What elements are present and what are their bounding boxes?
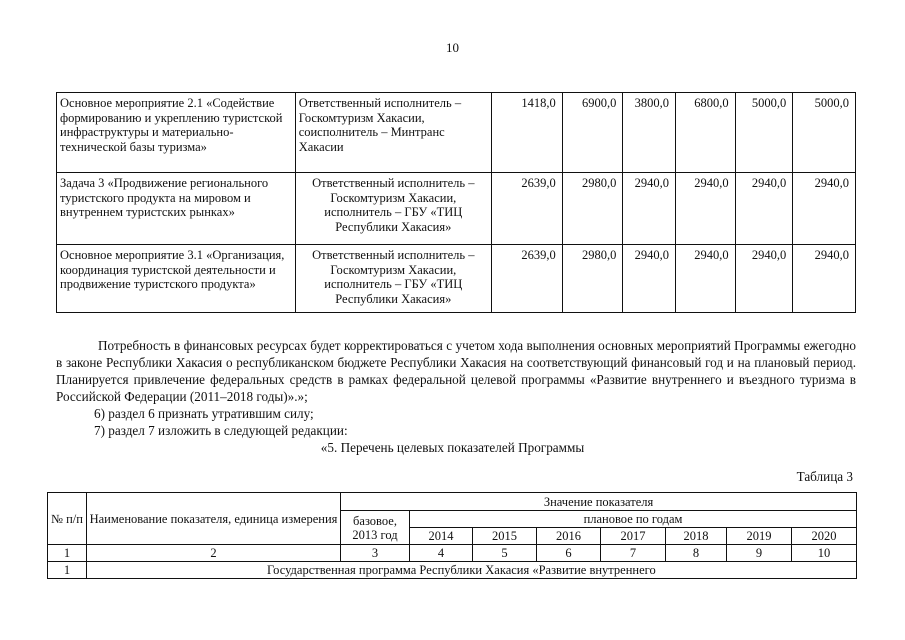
year-cell: 2018 (666, 528, 727, 545)
value-cell: 6900,0 (562, 93, 623, 173)
year-cell: 2019 (727, 528, 792, 545)
activity-name: Основное мероприятие 2.1 «Содействие формированию и укреплению туристской инфраструктуры и материально-технической базы туризма» (57, 93, 296, 173)
index-cell: 7 (601, 545, 666, 562)
item-6: 6) раздел 6 признать утратившим силу; (94, 406, 314, 421)
col-planned-header: плановое по годам (410, 511, 857, 528)
value-cell: 2980,0 (562, 245, 623, 313)
value-cell: 2639,0 (491, 173, 562, 245)
value-cell: 5000,0 (793, 93, 856, 173)
index-cell: 9 (727, 545, 792, 562)
year-cell: 2020 (792, 528, 857, 545)
index-cell: 4 (410, 545, 473, 562)
activities-table (56, 92, 856, 313)
index-cell: 8 (666, 545, 727, 562)
activity-executor: Ответственный исполнитель – Госкомтуризм Хакасии, соисполнитель – Минтранс Хакасии (295, 93, 491, 173)
index-cell: 10 (792, 545, 857, 562)
activity-executor: Ответственный исполнитель – Госкомтуризм Хакасии, исполнитель – ГБУ «ТИЦ Республики Хакасия» (295, 245, 491, 313)
index-cell: 6 (537, 545, 601, 562)
table-row (48, 562, 857, 579)
funding-paragraph: Потребность в финансовых ресурсах будет корректироваться с учетом хода выполнения основных мероприятий Программы ежегодно в законе Республики Хакасия о республиканском бюджете Республики Хакасия на соответствующий финансовый год и на плановый период. Планируется привлечение федеральных средств в рамках федеральной целевой программы «Развитие внутреннего и въездного туризма в Российской Федерации (2011–2018 годы)».»; (56, 338, 856, 404)
col-name-header: Наименование показателя, единица измерения (87, 493, 341, 545)
table-row (57, 245, 856, 313)
value-cell: 2980,0 (562, 173, 623, 245)
value-cell: 2940,0 (793, 245, 856, 313)
value-cell: 2940,0 (623, 173, 676, 245)
table-row (57, 173, 856, 245)
program-row-title: Государственная программа Республики Хакасия «Развитие внутреннего (87, 562, 857, 579)
value-cell: 6800,0 (675, 93, 735, 173)
table-caption: Таблица 3 (796, 469, 853, 484)
value-cell: 3800,0 (623, 93, 676, 173)
indicators-table (47, 492, 857, 579)
value-cell: 2940,0 (623, 245, 676, 313)
table-row (57, 93, 856, 173)
value-cell: 2940,0 (675, 173, 735, 245)
value-cell: 2940,0 (675, 245, 735, 313)
col-num-header: № п/п (48, 493, 87, 545)
section-title: «5. Перечень целевых показателей Программы (320, 440, 585, 455)
year-cell: 2014 (410, 528, 473, 545)
col-base-header: базовое, 2013 год (341, 511, 410, 545)
value-cell: 2940,0 (735, 245, 793, 313)
row-num: 1 (48, 562, 87, 579)
value-cell: 2940,0 (793, 173, 856, 245)
activity-executor: Ответственный исполнитель – Госкомтуризм Хакасии, исполнитель – ГБУ «ТИЦ Республики Хакасия» (295, 173, 491, 245)
index-cell: 2 (87, 545, 341, 562)
activity-name: Основное мероприятие 3.1 «Организация, координация туристской деятельности и продвижение туристского продукта» (57, 245, 296, 313)
activity-name: Задача 3 «Продвижение регионального туристского продукта на мировом и внутреннем туристских рынках» (57, 173, 296, 245)
page-number: 10 (446, 40, 459, 55)
index-cell: 5 (473, 545, 537, 562)
value-cell: 2940,0 (735, 173, 793, 245)
index-cell: 3 (341, 545, 410, 562)
year-cell: 2016 (537, 528, 601, 545)
value-cell: 1418,0 (491, 93, 562, 173)
header-row (48, 493, 857, 511)
col-value-header: Значение показателя (341, 493, 857, 511)
year-cell: 2015 (473, 528, 537, 545)
year-cell: 2017 (601, 528, 666, 545)
index-row (48, 545, 857, 562)
value-cell: 5000,0 (735, 93, 793, 173)
item-7: 7) раздел 7 изложить в следующей редакции: (94, 423, 348, 438)
index-cell: 1 (48, 545, 87, 562)
value-cell: 2639,0 (491, 245, 562, 313)
